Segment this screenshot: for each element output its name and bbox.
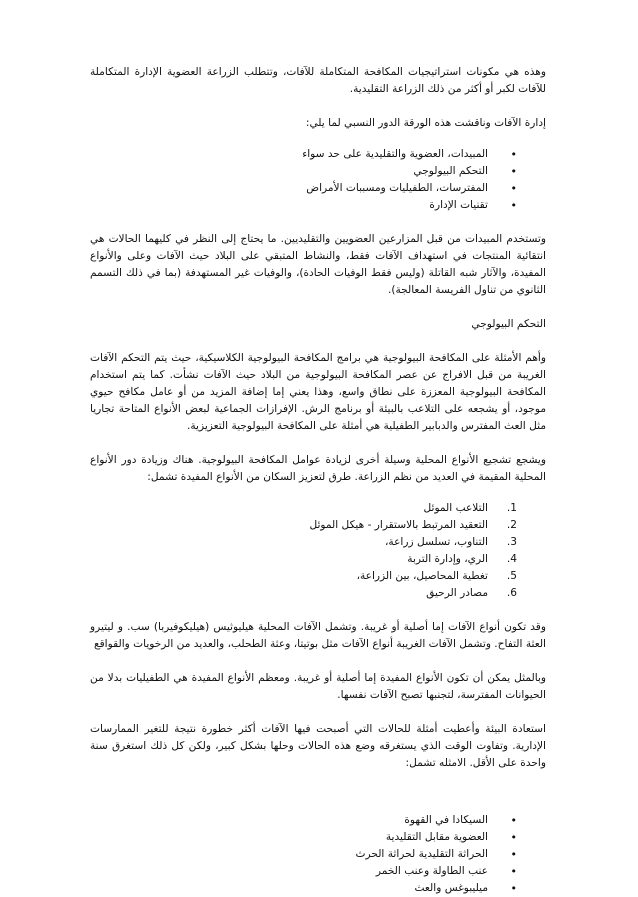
methods-list — [90, 500, 546, 602]
pesticides-paragraph: وتستخدم المبيدات من قبل المزارعين العضويين والتقليديين. ما يحتاج إلى النظر في كليهما الحالات هي انتقائية المنتجات في استهداف الآفات فقط، والنشاط المتبقي على البلاد حيث الآفات وعلى والأنواع المفيدة، والآثار شبه القاتلة (وليس فقط الوفيات الحادة)، والوفيات غير المستهدفة (بما في ذلك التسمم الثانوي من تناول الفريسة المعالجة). — [90, 233, 546, 296]
pests-paragraph: وقد تكون أنواع الآفات إما أصلية أو غريبة. وتشمل الآفات المحلية هيليوثيس (هيليكوفيربا) سب. و ليتيرو العثة التفاح. وتشمل الآفات الغريبة أنواع الآفات مثل بوتيتا، وعثة الطحلب، والعديد من الرخويات والقواقع — [90, 621, 546, 650]
list-text: التلاعب الموئل — [423, 502, 488, 514]
list-text: تغطية المحاصيل، بين الزراعة، — [356, 570, 488, 582]
list-item — [90, 551, 517, 568]
examples-list — [90, 812, 546, 897]
list-item — [90, 568, 517, 585]
list-item — [90, 500, 517, 517]
list-item — [90, 534, 517, 551]
list-item: • العضوية مقابل التقليدية — [90, 829, 488, 846]
list-text: التعقيد المرتبط بالاستقرار - هيكل الموئل — [309, 519, 488, 531]
biological-control-heading: التحكم البيولوجي — [471, 318, 546, 330]
list-text: مصادر الرحيق — [426, 587, 488, 599]
list-item: • التحكم البيولوجي — [90, 163, 488, 180]
list-item — [90, 517, 517, 534]
ipm-list — [90, 146, 546, 214]
list-item: • عنب الطاولة وعنب الخمر — [90, 863, 488, 880]
list-number: 6. — [506, 587, 517, 599]
intro-paragraph: وهذه هي مكونات استراتيجيات المكافحة المتكاملة للآفات، وتتطلب الزراعة العضوية الإدارة المتكاملة للآفات لكبر أو أكثر من ذلك الزراعة التقليدية. — [90, 66, 546, 95]
list-number: 1. — [506, 502, 517, 514]
list-item: • الحراثة التقليدية لحراثة الحرث — [90, 846, 488, 863]
biological-control-paragraph: وأهم الأمثلة على المكافحة البيولوجية هي برامج المكافحة البيولوجية الكلاسيكية، حيث يتم التحكم الآفات الغريبة من قبل الافراج عن عصر المكافحة البيولوجية من البلاد حيث الآفات نشأت. كما يتم استخدام المكافحة البيولوجية المعززة على نطاق واسع، وهذا يعني إما إضافة المزيد من أو عامل مكافح حيوي موجود، أو يشجعه على التلاعب بالبيئة أو برنامج الرش. الإفرازات الجماعية لبعض الأنواع المتاحة تجاريا مثل العث المفترس والدبابير الطفيلية هي أمثلة على المكافحة البيولوجية التعزيزية. — [90, 352, 546, 432]
list-number: 2. — [506, 519, 517, 531]
beneficial-species-paragraph: وبالمثل يمكن أن تكون الأنواع المفيدة إما أصلية أو غريبة. ومعظم الأنواع المفيدة هي الطفيليات بدلا من الحيوانات المفترسة، لتجنبها تصبح الآفات نفسها. — [90, 672, 546, 701]
list-item: • المفترسات، الطفيليات ومسببات الأمراض — [90, 180, 488, 197]
list-item: • تقنيات الإدارة — [90, 197, 488, 214]
list-number: 4. — [506, 553, 517, 565]
native-species-paragraph: ويشجع تشجيع الأنواع المحلية وسيلة أخرى لزيادة عوامل المكافحة البيولوجية. هناك وزيادة دور الأنواع المحلية المقيمة في العديد من نظم الزراعة. طرق لتعزيز السكان من الأنواع المفيدة تشمل: — [90, 454, 546, 483]
list-text: التناوب، تسلسل زراعة، — [384, 536, 488, 548]
list-item: • السيكادا في القهوة — [90, 812, 488, 829]
list-text: الري، وإدارة التربة — [407, 553, 488, 565]
list-number: 5. — [506, 570, 517, 582]
ipm-heading: إدارة الآفات وناقشت هذه الورقة الدور النسبي لما يلي: — [305, 117, 546, 129]
restoration-paragraph: استعادة البيئة وأعطيت أمثلة للحالات التي أصبحت فيها الآفات أكثر خطورة نتيجة للتغير الممارسات الإدارية. وتفاوت الوقت الذي يستغرقه وضع هذه الحالات وحلها بشكل كبير، ولكن كل ذلك استغرق سنة واحدة على الأقل. الامثله تشمل: — [90, 723, 546, 769]
list-item: • ميليبوغس والعث — [90, 880, 488, 897]
list-number: 3. — [506, 536, 517, 548]
list-item — [90, 585, 517, 602]
list-item: • المبيدات، العضوية والتقليدية على حد سواء — [90, 146, 488, 163]
